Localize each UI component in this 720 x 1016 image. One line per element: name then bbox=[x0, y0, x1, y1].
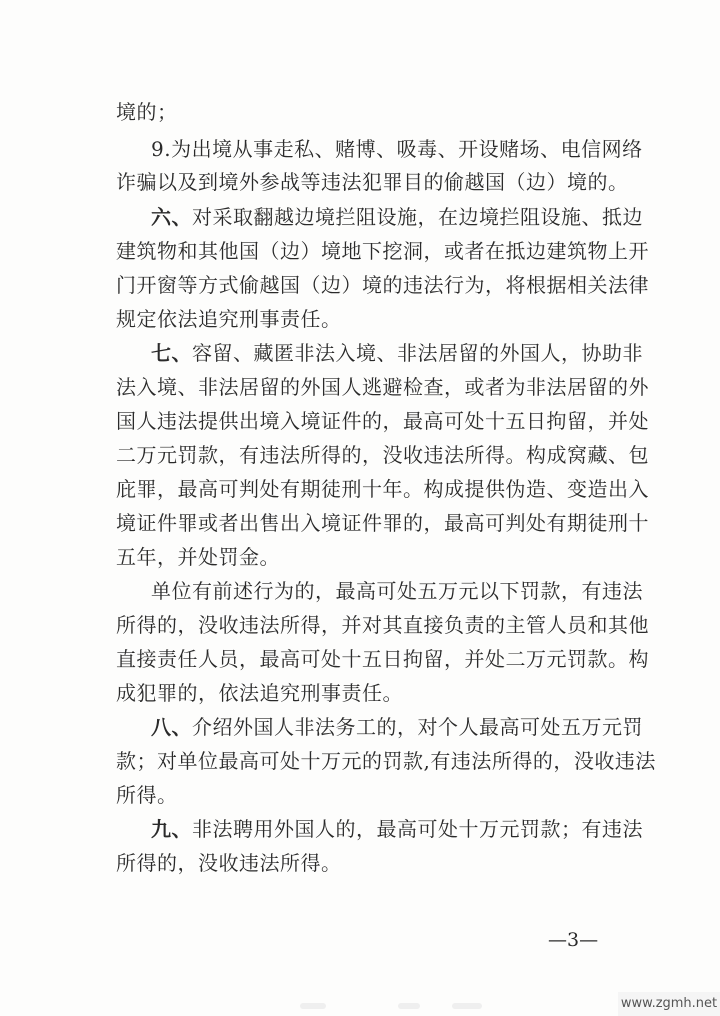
text-line: 9.为出境从事走私、赌博、吸毒、开设赌场、电信网络 bbox=[151, 137, 643, 161]
text-line: 单位有前述行为的，最高可处五万元以下罚款，有违法 bbox=[151, 579, 643, 603]
text-line: 法入境、非法居留的外国人逃避检查，或者为非法居留的外 bbox=[116, 375, 649, 399]
text-span: 容留、藏匿非法入境、非法居留的外国人，协助非 bbox=[192, 341, 643, 365]
text-line: 建筑物和其他国（边）境地下挖洞，或者在抵边建筑物上开 bbox=[116, 239, 649, 263]
scan-smudge bbox=[398, 1003, 420, 1009]
text-span: 对采取翻越边境拦阻设施，在边境拦阻设施、抵边 bbox=[192, 205, 643, 229]
text-line: 门开窗等方式偷越国（边）境的违法行为，将根据相关法律 bbox=[116, 273, 649, 297]
section-heading: 八、 bbox=[151, 715, 192, 739]
text-line: 直接责任人员，最高可处十五日拘留，并处二万元罚款。构 bbox=[116, 647, 649, 671]
site-watermark: www.zgmh.net bbox=[618, 992, 720, 1016]
text-line bbox=[151, 713, 643, 741]
text-line: 国人违法提供出境入境证件的，最高可处十五日拘留，并处 bbox=[116, 409, 649, 433]
section-heading: 六、 bbox=[151, 205, 192, 229]
text-line bbox=[151, 339, 643, 367]
text-line: 五年，并处罚金。 bbox=[116, 545, 280, 569]
text-line: 规定依法追究刑事责任。 bbox=[116, 307, 342, 331]
text-line: 境证件罪或者出售出入境证件罪的，最高可判处有期徒刑十 bbox=[116, 511, 649, 535]
text-line: 所得。 bbox=[116, 783, 178, 807]
text-line: 诈骗以及到境外参战等违法犯罪目的偷越国（边）境的。 bbox=[116, 170, 629, 194]
text-line: 二万元罚款，有违法所得的，没收违法所得。构成窝藏、包 bbox=[116, 443, 649, 467]
page-number: —3— bbox=[548, 929, 599, 951]
text-line: 成犯罪的，依法追究刑事责任。 bbox=[116, 681, 403, 705]
section-heading: 七、 bbox=[151, 341, 192, 365]
text-span: 介绍外国人非法务工的，对个人最高可处五万元罚 bbox=[192, 715, 643, 739]
text-line bbox=[151, 203, 643, 231]
text-line: 庇罪，最高可判处有期徒刑十年。构成提供伪造、变造出入 bbox=[116, 477, 649, 501]
text-line bbox=[151, 815, 643, 843]
text-line: 款；对单位最高可处十万元的罚款,有违法所得的，没收违法 bbox=[116, 749, 656, 773]
text-line: 所得的，没收违法所得。 bbox=[116, 851, 342, 875]
text-span: 非法聘用外国人的，最高可处十万元罚款；有违法 bbox=[192, 817, 643, 841]
text-line: 境的； bbox=[116, 100, 178, 124]
text-line: 所得的，没收违法所得，并对其直接负责的主管人员和其他 bbox=[116, 613, 649, 637]
scan-smudge bbox=[300, 1003, 326, 1009]
section-heading: 九、 bbox=[151, 817, 192, 841]
scan-smudge bbox=[452, 1003, 482, 1009]
